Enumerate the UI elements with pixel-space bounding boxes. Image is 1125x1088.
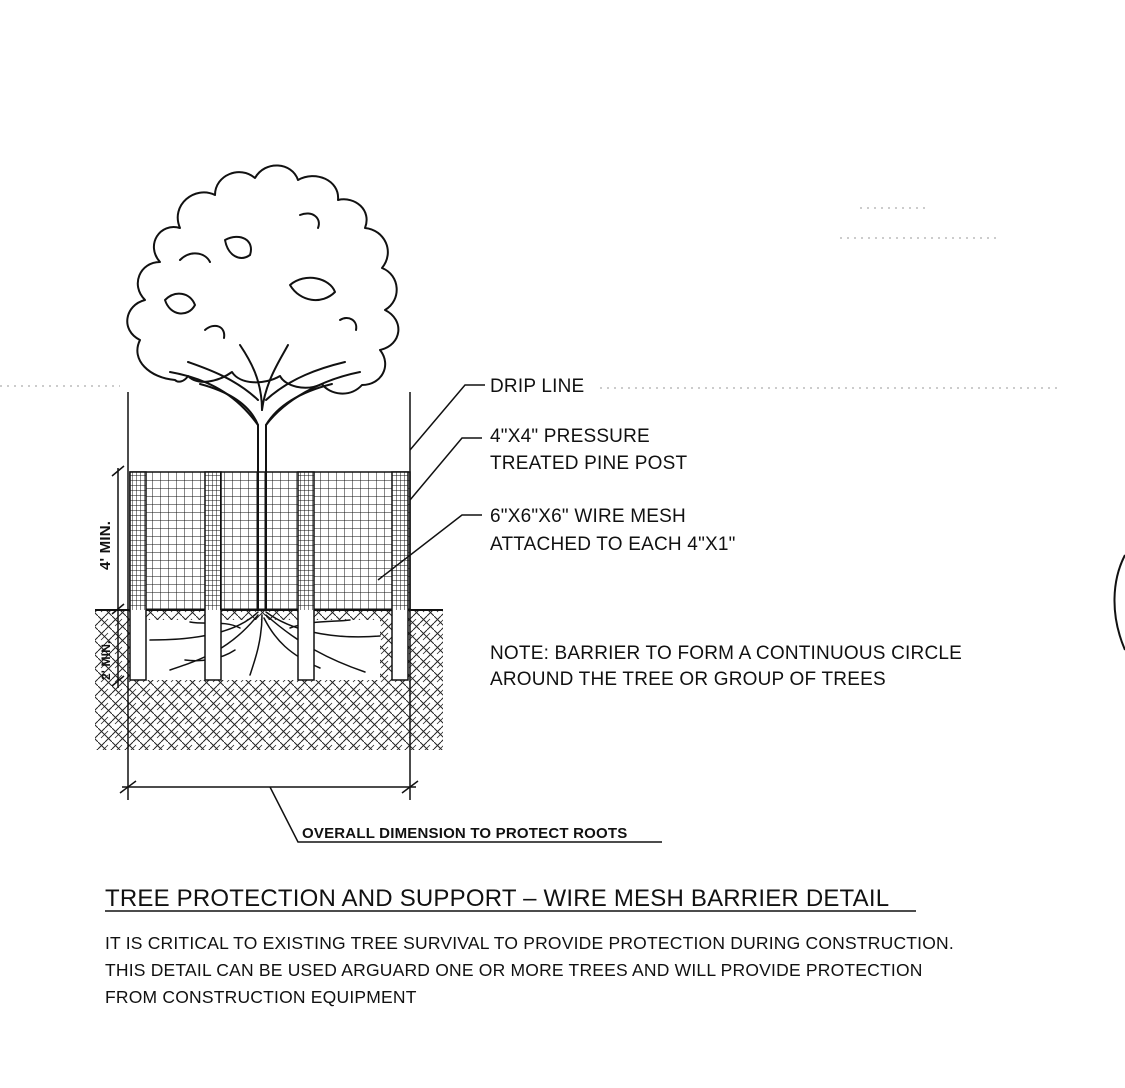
edge-arc-fragment	[1114, 555, 1125, 650]
post-label-line1: 4"X4" PRESSURE	[490, 426, 650, 447]
mesh-label-line1: 6"X6"X6" WIRE MESH	[490, 506, 686, 527]
mesh-label-line2: ATTACHED TO EACH 4"X1"	[490, 534, 736, 555]
height-above-label: 4' MIN.	[97, 520, 114, 570]
soil-section	[95, 610, 443, 750]
tree-canopy	[127, 165, 398, 393]
note-line1: NOTE: BARRIER TO FORM A CONTINUOUS CIRCLE	[490, 643, 963, 664]
drip-line-label: DRIP LINE	[490, 376, 585, 397]
post-label-line2: TREATED PINE POST	[490, 453, 688, 474]
detail-desc-line1: IT IS CRITICAL TO EXISTING TREE SURVIVAL TO PROVIDE PROTECTION DURING CONSTRUCTION.	[105, 933, 954, 953]
detail-title: TREE PROTECTION AND SUPPORT – WIRE MESH BARRIER DETAIL	[105, 885, 890, 912]
overall-dimension-label: OVERALL DIMENSION TO PROTECT ROOTS	[302, 825, 628, 842]
detail-desc-line3: FROM CONSTRUCTION EQUIPMENT	[105, 987, 417, 1007]
note-line2: AROUND THE TREE OR GROUP OF TREES	[490, 669, 886, 690]
wire-mesh-panel	[130, 472, 410, 610]
detail-desc-line2: THIS DETAIL CAN BE USED ARGUARD ONE OR MORE TREES AND WILL PROVIDE PROTECTION	[105, 960, 923, 980]
depth-below-label: 2' MIN.	[99, 640, 113, 680]
